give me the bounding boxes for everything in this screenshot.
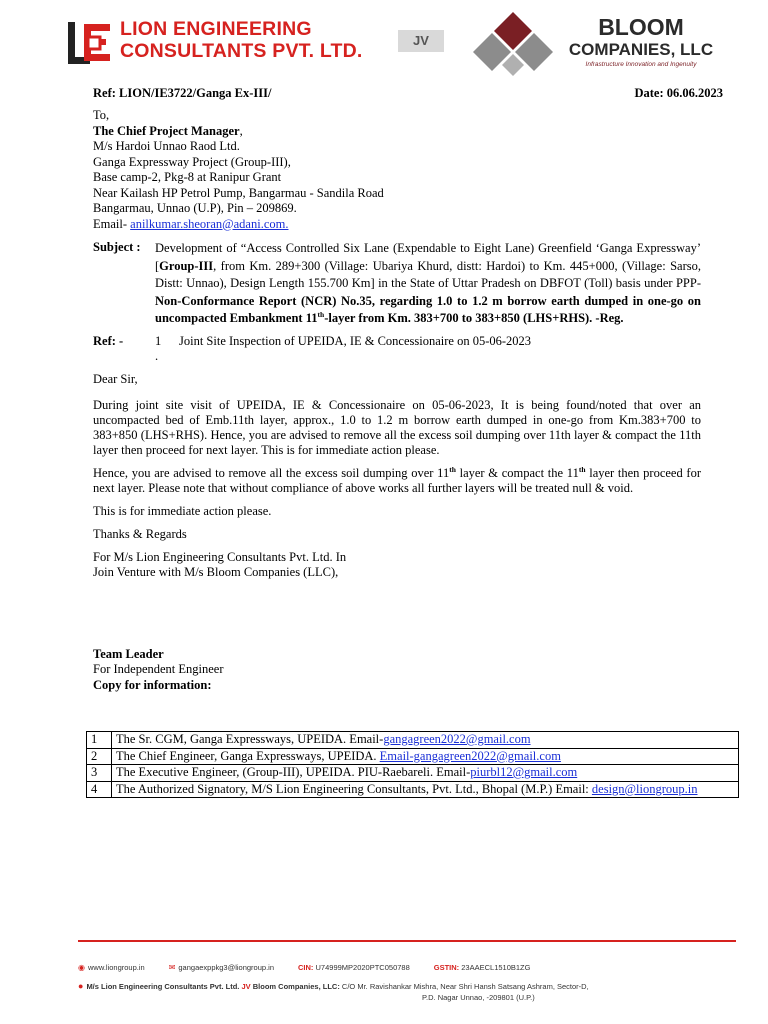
- letter-body: [93, 86, 723, 693]
- jv-badge: JV: [398, 30, 444, 52]
- paragraph-2: [93, 466, 701, 496]
- subject-label: Subject :: [93, 240, 141, 254]
- signature-line-2: Join Venture with M/s Bloom Companies (LLC),: [93, 564, 339, 579]
- row-text: [112, 765, 739, 782]
- row-number: 1: [87, 732, 112, 749]
- subject-group: Group-III: [159, 258, 214, 273]
- address-line: Bangarmau, Unnao (U.P), Pin – 209869.: [93, 201, 297, 215]
- copy-heading: Copy for information:: [93, 677, 212, 692]
- bloom-tagline: Infrastructure Innovation and Ingenuity: [585, 61, 697, 68]
- lion-engineering-logo-icon: [66, 20, 114, 66]
- footer-bloom: Bloom Companies, LLC:: [252, 982, 340, 991]
- row-text: [112, 732, 739, 749]
- bloom-name-line2: COMPANIES, LLC: [568, 40, 714, 59]
- letterhead: [0, 0, 768, 80]
- footer-contacts: [78, 962, 758, 973]
- footer-cin: [298, 962, 410, 973]
- footer-jv: JV: [241, 982, 251, 991]
- subject-ncr: Non-Conformance Report (NCR) No.35, regarding 1.0 to 1.2 m borrow earth dumped in one-go on uncompacted Embankment 11: [155, 293, 701, 325]
- superscript: th: [449, 464, 456, 474]
- address-line: M/s Hardoi Unnao Raod Ltd.: [93, 139, 240, 153]
- email-link[interactable]: design@liongroup.in: [591, 781, 698, 796]
- reference-date-line: [93, 86, 723, 104]
- footer-divider: [78, 940, 736, 942]
- subject-block: [93, 240, 701, 328]
- email-label: Email-: [93, 216, 131, 231]
- email-link[interactable]: Email-gangagreen2022@gmail.com: [379, 748, 561, 763]
- lion-name-line2: CONSULTANTS PVT. LTD.: [120, 40, 363, 62]
- closing: Thanks & Regards: [93, 526, 187, 541]
- reference-dot: .: [155, 348, 159, 363]
- row-number: 4: [87, 781, 112, 798]
- gstin-value: 23AAECL1510B1ZG: [461, 963, 531, 972]
- recipient-address: [93, 108, 701, 232]
- letter-date: Date: 06.06.2023: [634, 86, 723, 100]
- signature-line-1: For M/s Lion Engineering Consultants Pvt. Ltd. In: [93, 549, 347, 564]
- subject-part: , from Km. 289+300 (Village: Ubariya Khurd, distt: Hardoi) to Km. 445+000, (Village: Sarso, Distt: Unnao), Design Length 155.700 Km] in the State of Uttar Pradesh on DBFOT (Toll) basis under PPP-: [155, 258, 701, 290]
- paragraph-2-part: layer & compact the 11: [455, 465, 579, 480]
- paragraph-2-part: Hence, you are advised to remove all the excess soil dumping over 11: [93, 465, 450, 480]
- footer-gstin: [434, 962, 531, 973]
- reference-item-number: [155, 334, 179, 364]
- table-row: [87, 765, 739, 782]
- email-link[interactable]: piurbl12@gmail.com: [470, 765, 578, 779]
- recipient-title: The Chief Project Manager: [93, 123, 240, 138]
- cin-label: CIN:: [298, 963, 314, 972]
- recipient-text: The Authorized Signatory, M/S Lion Engineering Consultants, Pvt. Ltd., Bhopal (M.P.) Email:: [116, 781, 592, 796]
- for-independent-engineer: For Independent Engineer: [93, 661, 224, 676]
- footer-company: M/s Lion Engineering Consultants Pvt. Ltd.: [86, 982, 240, 991]
- row-number: 3: [87, 765, 112, 782]
- subject-text: [155, 240, 701, 328]
- reference-num: 1: [155, 333, 162, 348]
- address-line: Near Kailash HP Petrol Pump, Bangarmau - Sandila Road: [93, 185, 384, 200]
- table-row: [87, 732, 739, 749]
- row-text: [112, 748, 739, 765]
- salutation: Dear Sir,: [93, 371, 138, 386]
- subject-ncr-end: -layer from Km. 383+700 to 383+850 (LHS+RHS). -Reg.: [324, 311, 624, 325]
- gstin-label: GSTIN:: [433, 963, 460, 972]
- website-text[interactable]: www.liongroup.in: [87, 963, 145, 972]
- paragraph-2-part: layer then proceed for next layer. Please note that without compliance of above works all further layers will be treated null & void.: [93, 465, 702, 495]
- superscript: th: [578, 464, 586, 474]
- location-pin-icon: ●: [78, 981, 84, 991]
- table-row: [87, 781, 739, 798]
- footer-email: [169, 962, 274, 973]
- mail-icon: ✉: [168, 963, 176, 972]
- subject-superscript: th: [317, 309, 325, 319]
- table-row: [87, 748, 739, 765]
- email-line: [93, 217, 701, 233]
- bloom-company-name: [556, 14, 726, 70]
- recipient-comma: ,: [239, 123, 243, 138]
- footer: [78, 962, 758, 1003]
- row-number: 2: [87, 748, 112, 765]
- recipient-title-line: [93, 124, 701, 140]
- email-link[interactable]: gangagreen2022@gmail.com: [383, 732, 531, 746]
- to-line: To,: [93, 108, 110, 122]
- bloom-name-line1: BLOOM: [598, 14, 684, 40]
- lion-company-name: [120, 18, 380, 62]
- paragraph-1: During joint site visit of UPEIDA, IE & Concessionaire on 05-06-2023, It is being found/noted that over an uncompacted bed of Emb.11th layer, approx., 1.0 to 1.2 m borrow earth dumped in one-go from Km.383+700 to 383+850 (LHS+RHS). Hence, you are advised to remove all the excess soil dumping over 11th layer & compact the 11th layer then proceed for next layer. This is for immediate action please.: [93, 397, 701, 457]
- footer-address-text: C/O Mr. Ravishankar Mishra, Near Shri Hansh Satsang Ashram, Sector-D,: [341, 982, 589, 991]
- team-leader: Team Leader: [93, 646, 164, 661]
- paragraph-3: This is for immediate action please.: [93, 503, 272, 518]
- row-text: [112, 781, 739, 798]
- footer-address: [78, 981, 758, 992]
- recipient-text: The Sr. CGM, Ganga Expressways, UPEIDA. Email-: [116, 732, 384, 746]
- subject-part: Development of “Access Controlled Six Lane (Expendable to Eight Lane) Greenfield ‘Ganga Expressway’ [: [155, 241, 701, 273]
- reference-item-text: Joint Site Inspection of UPEIDA, IE & Concessionaire on 05-06-2023: [179, 333, 532, 348]
- footer-address-line2: P.D. Nagar Unnao, -209801 (U.P.): [422, 993, 535, 1002]
- address-line: Base camp-2, Pkg-8 at Ranipur Grant: [93, 170, 282, 184]
- footer-website: [78, 962, 145, 973]
- address-line: Ganga Expressway Project (Group-III),: [93, 154, 291, 169]
- globe-icon: ◉: [78, 963, 85, 972]
- footer-email-text[interactable]: gangaexppkg3@liongroup.in: [178, 963, 274, 972]
- reference-label: Ref: -: [93, 333, 124, 348]
- cin-value: U74999MP2020PTC050788: [315, 963, 410, 972]
- recipient-text: The Executive Engineer, (Group-III), UPEIDA. PIU-Raebareli. Email-: [116, 765, 471, 779]
- reference-number: Ref: LION/IE3722/Ganga Ex-III/: [93, 86, 272, 100]
- reference-block: [93, 334, 701, 364]
- recipient-email-link[interactable]: anilkumar.sheoran@adani.com.: [130, 216, 289, 231]
- lion-name-line1: LION ENGINEERING: [120, 18, 312, 40]
- bloom-diamond-logo-icon: [472, 10, 554, 76]
- recipient-text: The Chief Engineer, Ganga Expressways, UPEIDA.: [116, 748, 380, 763]
- copy-distribution-table: [86, 731, 739, 798]
